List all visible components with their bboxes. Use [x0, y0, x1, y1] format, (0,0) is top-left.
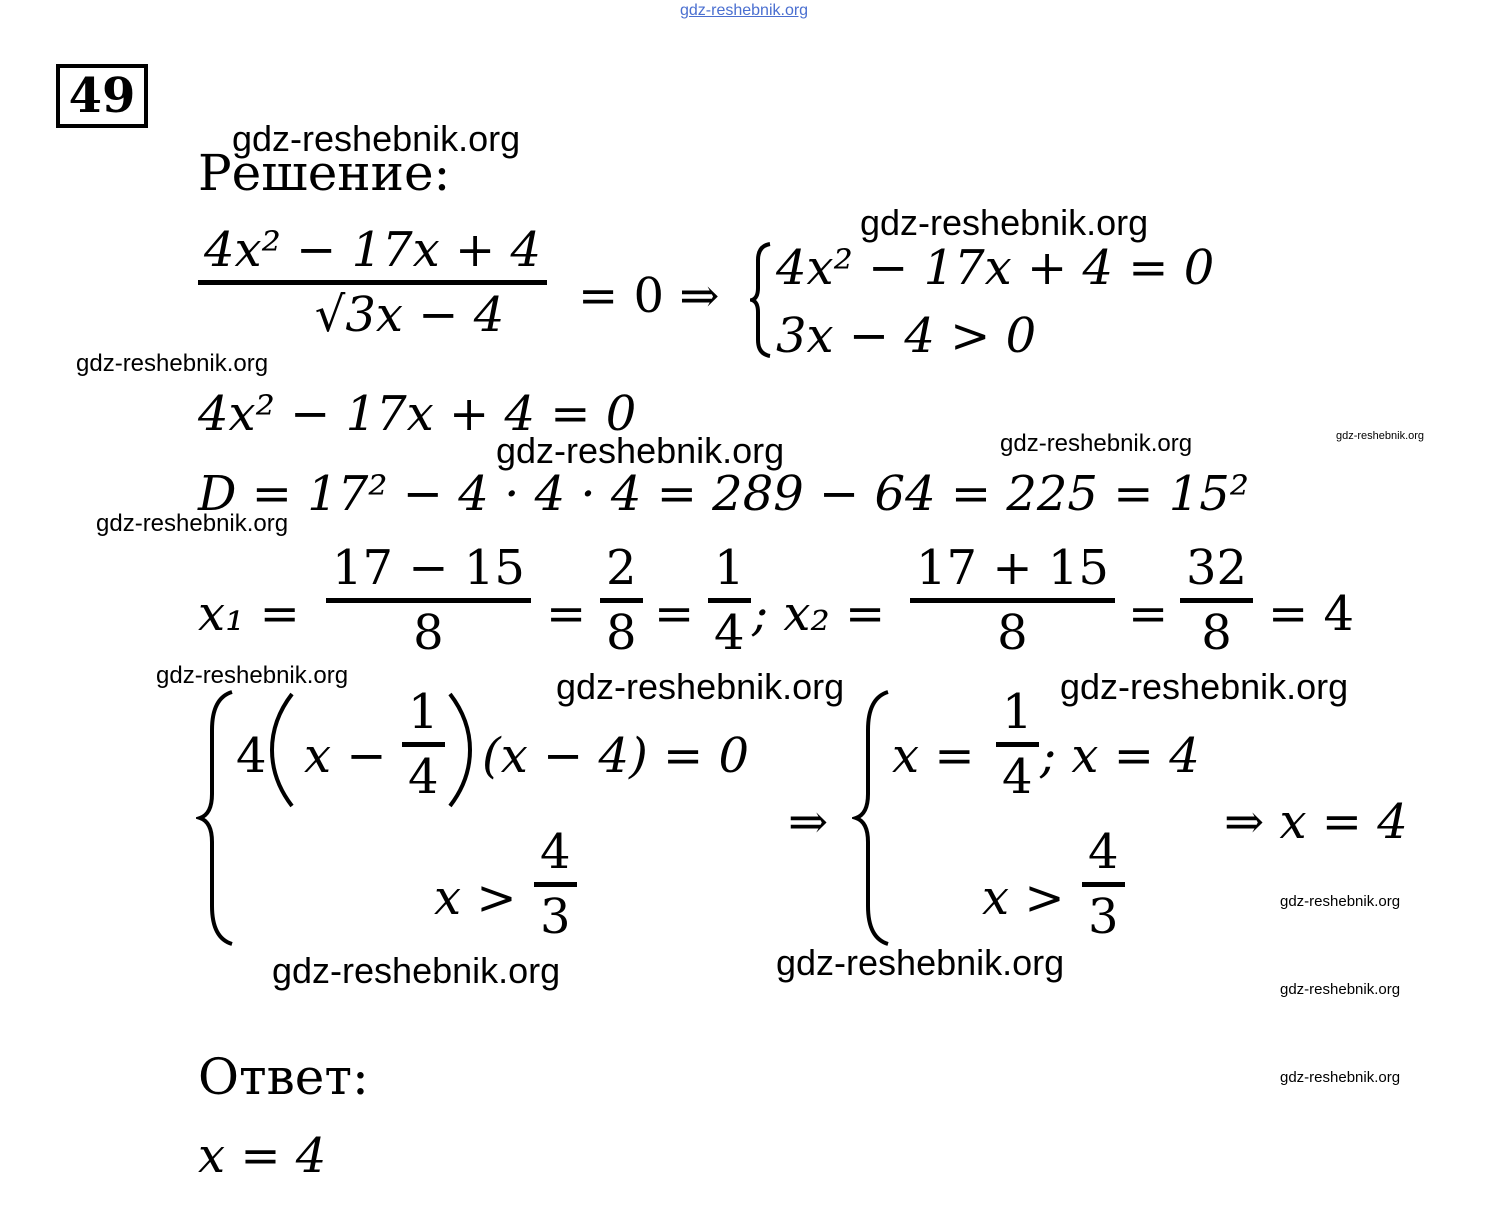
- watermark: gdz-reshebnik.org: [1336, 430, 1425, 442]
- equals: =: [654, 586, 695, 642]
- fraction-4: [910, 540, 1115, 661]
- system-a-row2-den: 3: [540, 889, 571, 945]
- fraction-2-den: 8: [606, 605, 637, 661]
- watermark: gdz-reshebnik.org: [1000, 430, 1193, 457]
- system-a-row2: x >: [434, 870, 517, 926]
- fraction-denominator: √3x − 4: [314, 287, 505, 343]
- watermark: gdz-reshebnik.org: [76, 350, 269, 377]
- fraction-5-num: 32: [1186, 540, 1248, 596]
- system-b-fraction-num: 1: [1002, 684, 1033, 740]
- watermark: gdz-reshebnik.org: [232, 118, 521, 159]
- fraction-bar: [910, 598, 1115, 603]
- watermark: gdz-reshebnik.org: [1280, 981, 1401, 998]
- system-b-fraction-den: 4: [1002, 749, 1033, 805]
- system-a-fraction-num: 1: [408, 684, 439, 740]
- system-a-fraction: [402, 684, 445, 805]
- system-a-fraction-den: 4: [408, 749, 439, 805]
- system-equation-2: 3x − 4 > 0: [776, 308, 1037, 364]
- solution-label: Решение:: [198, 144, 451, 202]
- x2-label: ; x₂ =: [752, 586, 886, 642]
- main-fraction: [198, 222, 547, 343]
- equals-implies: = 0 ⇒: [578, 268, 720, 324]
- discriminant-line: D = 17² − 4 · 4 · 4 = 289 − 64 = 225 = 15²: [198, 466, 1250, 522]
- fraction-numerator: 4x² − 17x + 4: [204, 222, 542, 278]
- fraction-bar: [534, 882, 577, 887]
- problem-number: 49: [56, 64, 148, 128]
- system-brace-a: [196, 690, 236, 946]
- equation-line-2: 4x² − 17x + 4 = 0: [198, 386, 637, 442]
- x1-label: x₁ =: [198, 586, 300, 642]
- watermark: gdz-reshebnik.org: [1280, 1069, 1401, 1086]
- fraction-5-den: 8: [1201, 605, 1232, 661]
- fraction-2: [600, 540, 643, 661]
- paren-right: [446, 690, 476, 810]
- fraction-5: [1180, 540, 1253, 661]
- fraction-bar: [1082, 882, 1125, 887]
- fraction-4-num: 17 + 15: [916, 540, 1109, 596]
- fraction-bar: [1180, 598, 1253, 603]
- answer-label: Ответ:: [198, 1048, 369, 1106]
- fraction-1-den: 8: [413, 605, 444, 661]
- watermark: gdz-reshebnik.org: [156, 662, 349, 689]
- fraction-1-num: 17 − 15: [332, 540, 525, 596]
- fraction-1: [326, 540, 531, 661]
- system-b-row2-num: 4: [1088, 824, 1119, 880]
- fraction-bar: [708, 598, 751, 603]
- system-equation-1: 4x² − 17x + 4 = 0: [776, 240, 1215, 296]
- system-b-fraction: [996, 684, 1039, 805]
- final-result: ⇒ x = 4: [1224, 794, 1408, 850]
- equation-line-1: [198, 222, 547, 343]
- watermark: gdz-reshebnik.org: [860, 202, 1149, 243]
- watermark: gdz-reshebnik.org: [556, 666, 845, 707]
- equals: =: [1128, 586, 1169, 642]
- system-a-row1-rest: (x − 4) = 0: [482, 728, 750, 784]
- fraction-bar: [402, 742, 445, 747]
- fraction-2-num: 2: [606, 540, 637, 596]
- system-a-row2-fraction: [534, 824, 577, 945]
- fraction-3: [708, 540, 751, 661]
- system-b-row2: x >: [982, 870, 1065, 926]
- paren-left: [266, 690, 296, 810]
- fraction-bar: [600, 598, 643, 603]
- root-result: = 4: [1268, 586, 1355, 642]
- equals: =: [546, 586, 587, 642]
- system-brace-1: [750, 242, 774, 358]
- fraction-3-den: 4: [714, 605, 745, 661]
- system-b-row1: x =: [892, 728, 975, 784]
- watermark: gdz-reshebnik.org: [96, 510, 289, 537]
- system-a-row1-coef: 4: [236, 728, 267, 784]
- system-b-row1-rest: ; x = 4: [1040, 728, 1200, 784]
- watermark: gdz-reshebnik.org: [272, 950, 561, 991]
- watermark: gdz-reshebnik.org: [1280, 893, 1401, 910]
- implies-arrow: ⇒: [788, 794, 829, 850]
- system-brace-b: [852, 690, 892, 946]
- system-a-row2-num: 4: [540, 824, 571, 880]
- system-b-row2-den: 3: [1088, 889, 1119, 945]
- fraction-3-num: 1: [714, 540, 745, 596]
- fraction-bar: [326, 598, 531, 603]
- answer-value: x = 4: [198, 1128, 327, 1184]
- watermark: gdz-reshebnik.org: [1060, 666, 1349, 707]
- system-b-row2-fraction: [1082, 824, 1125, 945]
- watermark: gdz-reshebnik.org: [776, 942, 1065, 983]
- system-a-row1-x: x −: [304, 728, 387, 784]
- fraction-bar: [198, 280, 547, 285]
- fraction-bar: [996, 742, 1039, 747]
- watermark: gdz-reshebnik.org: [496, 430, 785, 471]
- fraction-4-den: 8: [997, 605, 1028, 661]
- watermark: gdz-reshebnik.org: [680, 2, 809, 19]
